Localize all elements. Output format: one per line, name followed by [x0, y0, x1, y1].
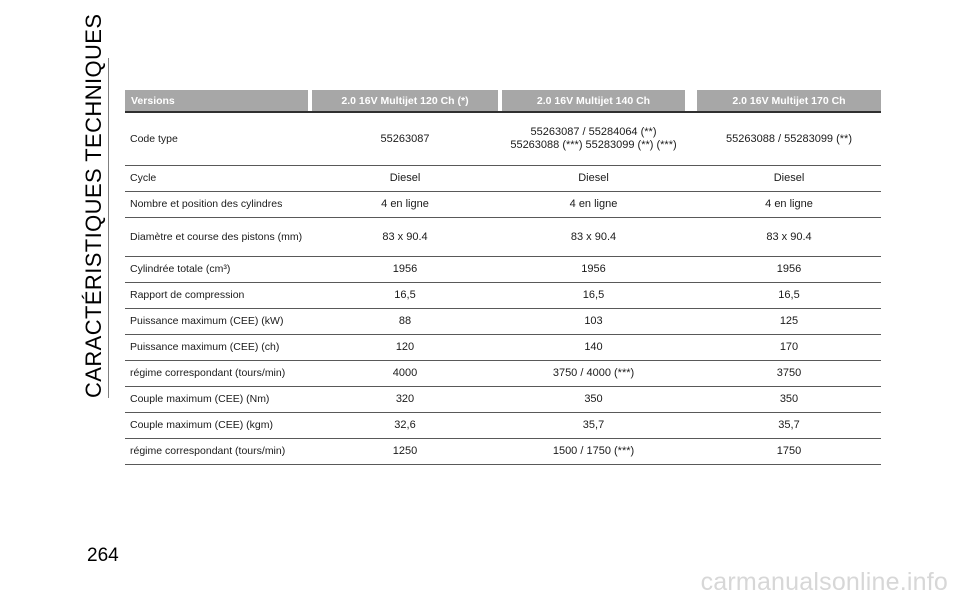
cell-value: 350 — [502, 387, 685, 413]
cell-value: 3750 / 4000 (***) — [502, 361, 685, 387]
table-row — [125, 413, 881, 439]
cell-value: 55263087 / 55284064 (**) 55263088 (***) 55283099 (**) (***) — [502, 113, 685, 166]
table-row — [125, 387, 881, 413]
table-row — [125, 257, 881, 283]
row-label: Rapport de compression — [125, 283, 308, 309]
header-version-170: 2.0 16V Multijet 170 Ch — [697, 90, 881, 113]
watermark: carmanualsonline.info — [700, 568, 948, 596]
cell-value: 83 x 90.4 — [502, 218, 685, 257]
table-row — [125, 283, 881, 309]
cell-value: 55263087 — [312, 113, 498, 166]
cell-value: Diesel — [502, 166, 685, 192]
cell-value: 1500 / 1750 (***) — [502, 439, 685, 465]
cell-value: 83 x 90.4 — [697, 218, 881, 257]
cell-value: 125 — [697, 309, 881, 335]
row-label: Puissance maximum (CEE) (ch) — [125, 335, 308, 361]
table-row — [125, 166, 881, 192]
table-row — [125, 113, 881, 166]
table-row — [125, 192, 881, 218]
cell-value: 4 en ligne — [697, 192, 881, 218]
row-label: Cycle — [125, 166, 308, 192]
table-row — [125, 361, 881, 387]
page-number: 264 — [87, 545, 119, 566]
cell-value: 35,7 — [502, 413, 685, 439]
header-versions: Versions — [125, 90, 308, 113]
row-label: Cylindrée totale (cm³) — [125, 257, 308, 283]
cell-value: Diesel — [312, 166, 498, 192]
cell-value: 1250 — [312, 439, 498, 465]
table-header-row — [125, 90, 881, 113]
row-label: Nombre et position des cylindres — [125, 192, 308, 218]
row-label: régime correspondant (tours/min) — [125, 439, 308, 465]
row-label: Couple maximum (CEE) (kgm) — [125, 413, 308, 439]
cell-value: 120 — [312, 335, 498, 361]
cell-value: 140 — [502, 335, 685, 361]
cell-value: 4 en ligne — [502, 192, 685, 218]
table-row — [125, 439, 881, 465]
cell-value: 35,7 — [697, 413, 881, 439]
row-label: Diamètre et course des pistons (mm) — [125, 218, 308, 257]
cell-value: 350 — [697, 387, 881, 413]
cell-value: 3750 — [697, 361, 881, 387]
cell-value: 16,5 — [312, 283, 498, 309]
cell-value: 170 — [697, 335, 881, 361]
cell-value: 4 en ligne — [312, 192, 498, 218]
table-row — [125, 335, 881, 361]
cell-value: Diesel — [697, 166, 881, 192]
cell-value: 1956 — [312, 257, 498, 283]
table-row — [125, 309, 881, 335]
row-label: régime correspondant (tours/min) — [125, 361, 308, 387]
cell-value: 4000 — [312, 361, 498, 387]
cell-value: 1956 — [697, 257, 881, 283]
table-row — [125, 218, 881, 257]
cell-value: 1956 — [502, 257, 685, 283]
section-divider — [108, 58, 109, 398]
cell-value: 32,6 — [312, 413, 498, 439]
section-title: CARACTÉRISTIQUES TECHNIQUES — [81, 13, 106, 398]
cell-value: 16,5 — [697, 283, 881, 309]
cell-value: 55263088 / 55283099 (**) — [697, 113, 881, 166]
row-label: Couple maximum (CEE) (Nm) — [125, 387, 308, 413]
cell-value: 320 — [312, 387, 498, 413]
header-version-120: 2.0 16V Multijet 120 Ch (*) — [312, 90, 498, 113]
cell-value: 88 — [312, 309, 498, 335]
cell-value: 1750 — [697, 439, 881, 465]
cell-value: 103 — [502, 309, 685, 335]
row-label: Puissance maximum (CEE) (kW) — [125, 309, 308, 335]
technical-specs-table — [125, 90, 881, 465]
cell-value: 83 x 90.4 — [312, 218, 498, 257]
cell-value: 16,5 — [502, 283, 685, 309]
row-label: Code type — [125, 113, 308, 166]
header-version-140: 2.0 16V Multijet 140 Ch — [502, 90, 685, 113]
